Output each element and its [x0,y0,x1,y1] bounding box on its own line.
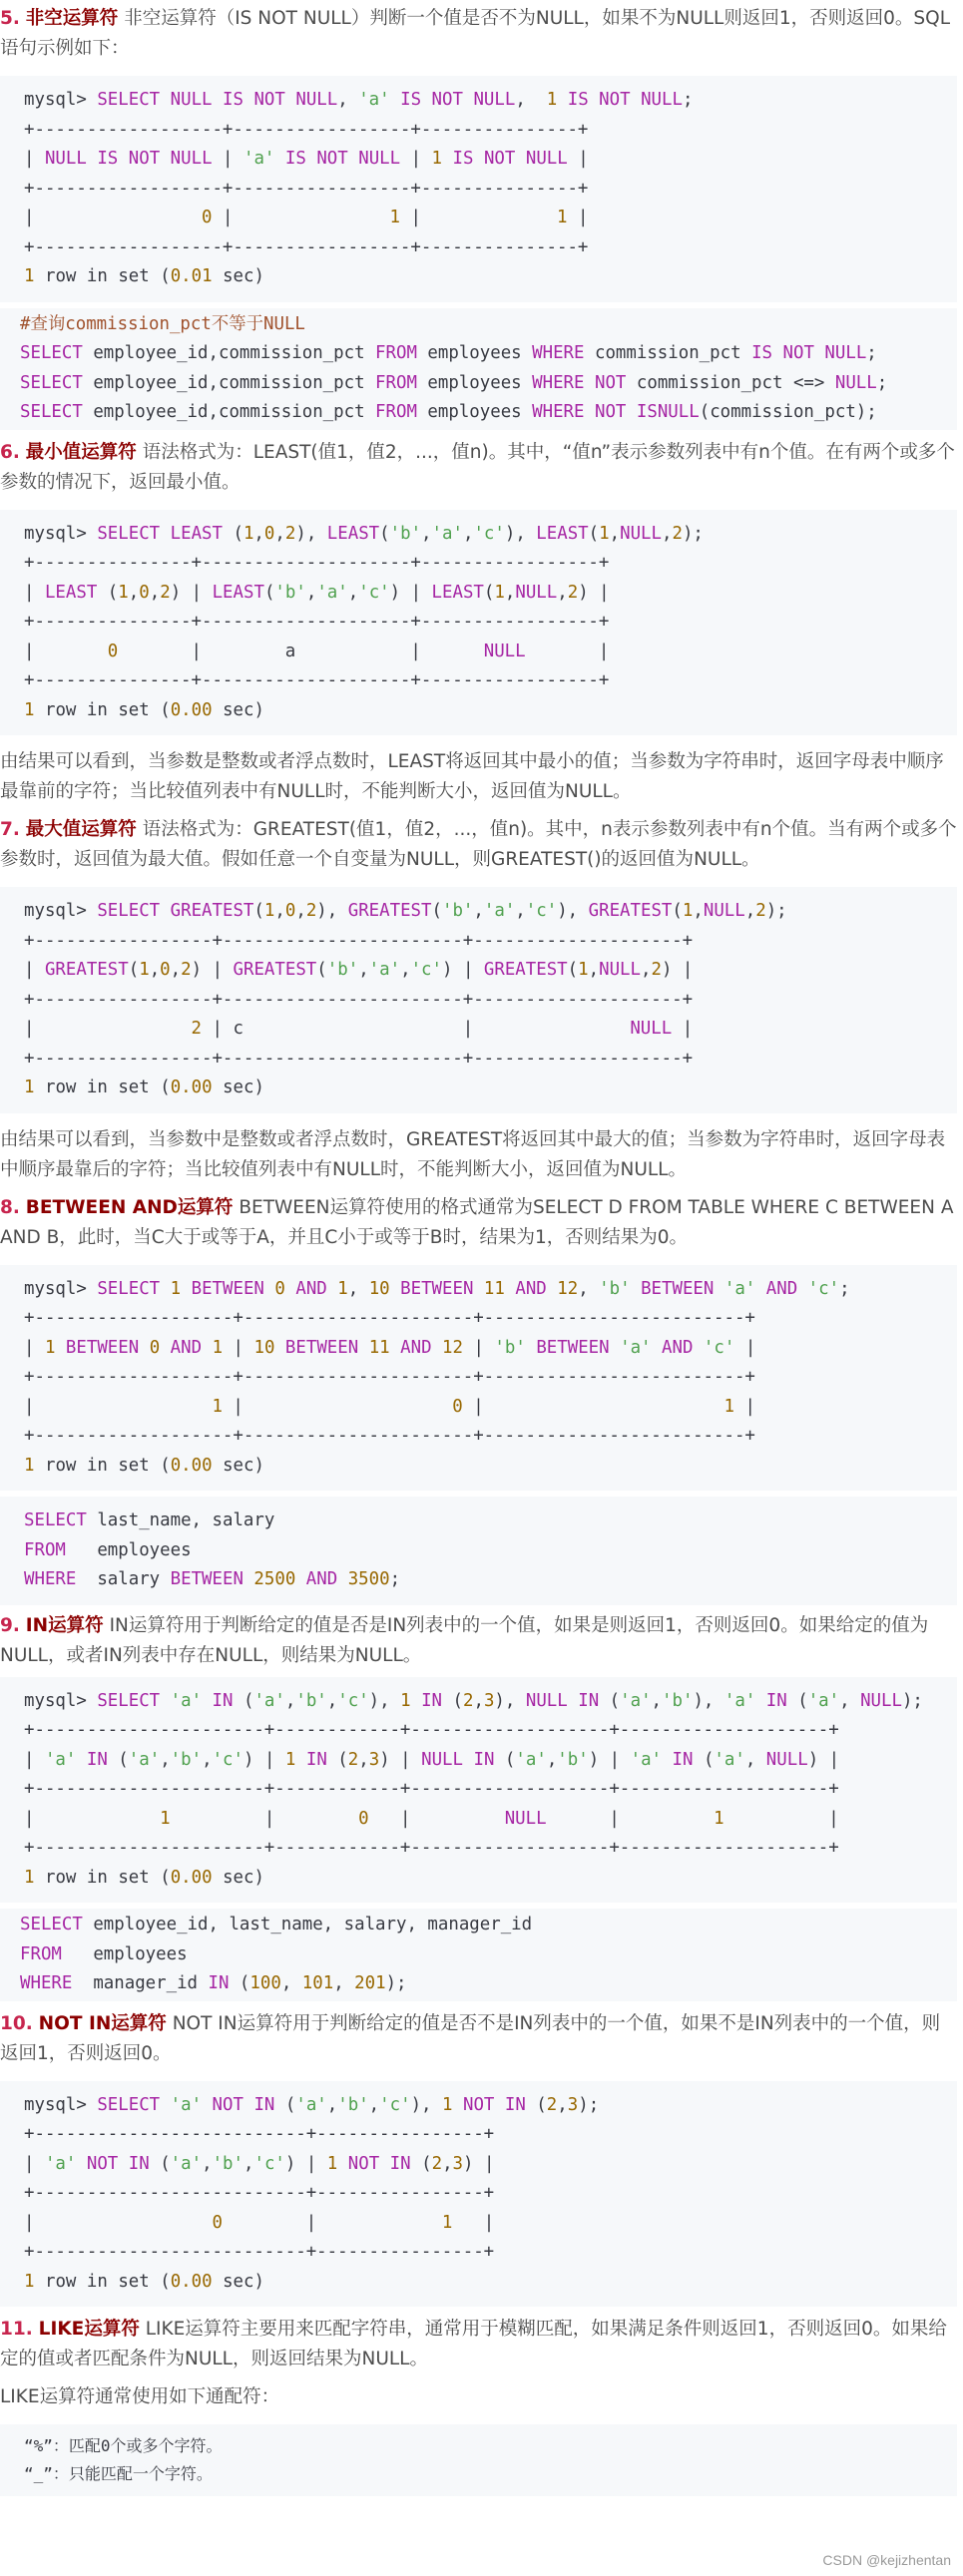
code-block-greatest[interactable] [0,887,957,1113]
code-line: +------------------+-----------------+---------------+ [24,236,589,257]
code-line: | NULL IS NOT NULL | 'a' IS NOT NULL | 1 IS NOT NULL | [24,149,589,169]
section-number: 6. [0,441,20,463]
section-6-intro [0,436,957,504]
code-line: +-----------------+-----------------------+--------------------+ [24,1048,694,1069]
code-line: SELECT employee_id,commission_pct FROM employees WHERE NOT ISNULL(commission_pct); [20,402,877,422]
code-line: +----------------------+------------+-------------------+--------------------+ [24,1779,839,1799]
code-block-between[interactable] [0,1265,957,1492]
section-11-wildcards-text: LIKE运算符通常使用如下通配符： [0,2386,280,2407]
section-7-intro [0,813,957,881]
code-line: | 2 | c | NULL | [24,1019,694,1039]
code-line: | 0 | a | NULL | [24,641,610,661]
section-8-intro [0,1191,957,1259]
code-line: | 0 | 1 | [24,2212,495,2233]
code-line: 1 row in set (0.00 sec) [24,1077,264,1097]
code-block-not-in[interactable] [0,2081,957,2308]
code-line: | 1 | 0 | NULL | 1 | [24,1808,839,1829]
code-line: SELECT employee_id,commission_pct FROM employees WHERE commission_pct IS NOT NULL; [20,343,877,363]
section-6-result-text: 由结果可以看到，当参数是整数或者浮点数时，LEAST将返回其中最小的值；当参数为字符串时，返回字母表中顺序最靠前的字符；当比较值列表中有NULL时，不能判断大小，返回值为NULL。 [0,751,944,802]
code-line: +-------------------+----------------------+-------------------------+ [24,1367,755,1387]
code-line: +-----------------+-----------------------+--------------------+ [24,930,694,951]
code-line: +---------------+--------------------+-----------------+ [24,612,610,632]
section-title: NOT IN运算符 [38,2012,167,2034]
code-line: | GREATEST(1,0,2) | GREATEST('b','a','c') | GREATEST(1,NULL,2) | [24,960,694,980]
code-line: mysql> SELECT 'a' IN ('a','b','c'), 1 IN (2,3), NULL IN ('a','b'), 'a' IN ('a', NULL); [24,1690,923,1711]
code-block-commission-query[interactable] [0,308,957,430]
section-text: NOT IN运算符用于判断给定的值是否不是IN列表中的一个值，如果不是IN列表中的一个值，则返回1，否则返回0。 [0,2012,941,2064]
code-line: WHERE salary BETWEEN 2500 AND 3500; [24,1569,401,1589]
section-text: 非空运算符（IS NOT NULL）判断一个值是否不为NULL，如果不为NULL则返回1，否则返回0。SQL语句示例如下： [0,8,950,59]
code-line: +-------------------+----------------------+-------------------------+ [24,1308,755,1328]
section-10-intro [0,2007,957,2075]
code-line: +--------------------------+----------------+ [24,2242,495,2262]
section-text: 语法格式为：LEAST(值1，值2，...，值n)。其中，“值n”表示参数列表中有n个值。在有两个或多个参数的情况下，返回最小值。 [0,441,955,493]
section-title: 非空运算符 [25,8,119,29]
code-block-in[interactable] [0,1677,957,1904]
code-line: “_”：只能匹配一个字符。 [24,2464,213,2483]
section-title: BETWEEN AND运算符 [25,1196,234,1218]
code-line: WHERE manager_id IN (100, 101, 201); [20,1973,407,1993]
code-block-is-not-null[interactable] [0,76,957,302]
code-line: +--------------------------+----------------+ [24,2183,495,2203]
code-line: +------------------+-----------------+---------------+ [24,119,589,140]
code-line: | 0 | 1 | 1 | [24,208,589,227]
watermark: CSDN @kejizhentan [822,2552,951,2568]
section-text: 语法格式为：GREATEST(值1，值2，...，值n)。其中，n表示参数列表中有n个值。当有两个或多个参数时，返回值为最大值。假如任意一个自变量为NULL，则GREATEST()的返回值为NULL。 [0,819,957,870]
code-line: | 'a' NOT IN ('a','b','c') | 1 NOT IN (2,3) | [24,2153,495,2174]
section-number: 11. [0,2319,33,2340]
section-title: 最小值运算符 [25,441,137,463]
section-number: 9. [0,1614,20,1636]
section-number: 5. [0,8,20,29]
code-line: mysql> SELECT NULL IS NOT NULL, 'a' IS NOT NULL, 1 IS NOT NULL; [24,90,694,110]
code-line: “%”：匹配0个或多个字符。 [24,2436,223,2455]
code-line: mysql> SELECT 'a' NOT IN ('a','b','c'), 1 NOT IN (2,3); [24,2094,600,2115]
section-5-intro [0,2,957,70]
code-line: 1 row in set (0.00 sec) [24,2271,264,2292]
section-title: IN运算符 [25,1614,104,1636]
code-line: mysql> SELECT GREATEST(1,0,2), GREATEST('b','a','c'), GREATEST(1,NULL,2); [24,901,787,921]
section-title: 最大值运算符 [25,819,137,840]
code-block-least[interactable] [0,510,957,736]
section-text: BETWEEN运算符使用的格式通常为SELECT D FROM TABLE WHERE C BETWEEN A AND B，此时，当C大于或等于A，并且C小于或等于B时，结果为1，否则结果为0。 [0,1196,954,1248]
code-line: FROM employees [20,1943,188,1964]
code-block-manager-in[interactable] [0,1909,957,2001]
code-line: SELECT last_name, salary [24,1510,275,1530]
code-line: | 1 | 0 | 1 | [24,1396,755,1417]
section-9-intro [0,1611,957,1671]
code-line: SELECT employee_id, last_name, salary, manager_id [20,1915,533,1934]
code-line: +----------------------+------------+-------------------+--------------------+ [24,1838,839,1858]
code-line: +-----------------+-----------------------+--------------------+ [24,989,694,1010]
code-line: | LEAST (1,0,2) | LEAST('b','a','c') | LEAST(1,NULL,2) | [24,582,610,603]
section-title: LIKE运算符 [38,2319,140,2340]
code-line: SELECT employee_id,commission_pct FROM employees WHERE NOT commission_pct <=> NULL; [20,372,888,393]
code-line: +----------------------+------------+-------------------+--------------------+ [24,1720,839,1740]
section-number: 8. [0,1196,20,1218]
section-number: 7. [0,819,20,840]
section-number: 10. [0,2012,33,2034]
code-line: +-------------------+----------------------+-------------------------+ [24,1426,755,1446]
code-line: 1 row in set (0.00 sec) [24,699,264,720]
code-line: | 'a' IN ('a','b','c') | 1 IN (2,3) | NULL IN ('a','b') | 'a' IN ('a', NULL) | [24,1749,840,1770]
code-line: 1 row in set (0.00 sec) [24,1867,264,1888]
code-line: 1 row in set (0.01 sec) [24,266,264,286]
code-line: +---------------+--------------------+-----------------+ [24,553,610,573]
code-line: +---------------+--------------------+-----------------+ [24,670,610,690]
code-line: 1 row in set (0.00 sec) [24,1455,264,1476]
code-line: +--------------------------+----------------+ [24,2124,495,2144]
section-11-intro [0,2313,957,2380]
code-line: FROM employees [24,1539,192,1560]
code-comment: #查询commission_pct不等于NULL [20,313,305,334]
section-text: IN运算符用于判断给定的值是否是IN列表中的一个值，如果是则返回1，否则返回0。如果给定的值为NULL，或者IN列表中存在NULL，则结果为NULL。 [0,1614,929,1666]
code-line: mysql> SELECT LEAST (1,0,2), LEAST('b','a','c'), LEAST(1,NULL,2); [24,523,704,544]
code-line: | 1 BETWEEN 0 AND 1 | 10 BETWEEN 11 AND 12 | 'b' BETWEEN 'a' AND 'c' | [24,1337,756,1358]
section-7-result-text: 由结果可以看到，当参数中是整数或者浮点数时，GREATEST将返回其中最大的值；当参数为字符串时，返回字母表中顺序最靠后的字符；当比较值列表中有NULL时，不能判断大小，返回值为NULL。 [0,1128,946,1180]
code-block-wildcards[interactable] [0,2424,957,2496]
code-line: +------------------+-----------------+---------------+ [24,178,589,199]
code-block-salary-between[interactable] [0,1497,957,1605]
code-line: mysql> SELECT 1 BETWEEN 0 AND 1, 10 BETWEEN 11 AND 12, 'b' BETWEEN 'a' AND 'c'; [24,1278,850,1299]
section-text: LIKE运算符主要用来匹配字符串，通常用于模糊匹配，如果满足条件则返回1，否则返回0。如果给定的值或者匹配条件为NULL，则返回结果为NULL。 [0,2319,947,2369]
